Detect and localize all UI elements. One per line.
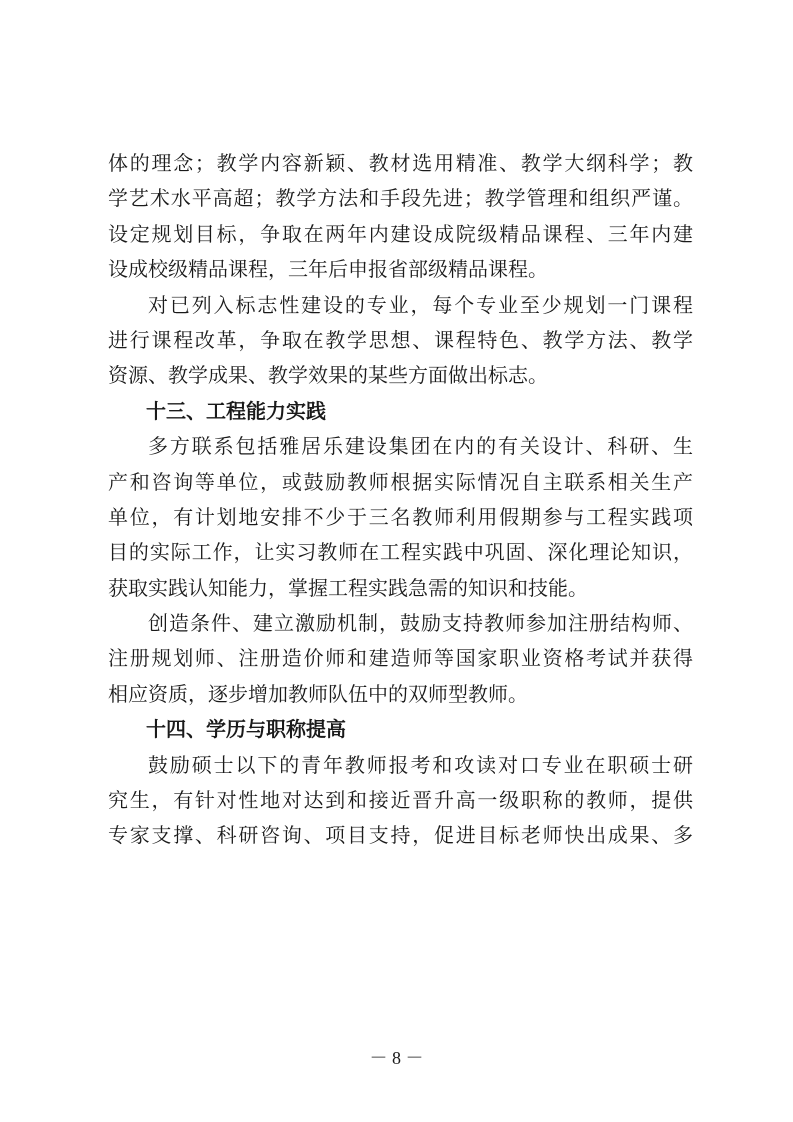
text-line: 鼓励硕士以下的青年教师报考和攻读对口专业在职硕士研: [148, 752, 693, 777]
page-number: － 8 －: [369, 1048, 424, 1068]
text-line: 单位，有计划地安排不少于三名教师利用假期参与工程实践项: [108, 504, 693, 529]
text-line: 相应资质，逐步增加教师队伍中的双师型教师。: [108, 681, 528, 706]
text-line: 进行课程改革，争取在教学思想、课程特色、教学方法、教学: [108, 327, 693, 352]
text-line: 对已列入标志性建设的专业，每个专业至少规划一门课程: [148, 292, 693, 317]
body-text: [108, 146, 693, 854]
text-line: 多方联系包括雅居乐建设集团在内的有关设计、科研、生: [148, 434, 693, 459]
text-line: 产和咨询等单位，或鼓励教师根据实际情况自主联系相关生产: [108, 469, 693, 494]
text-line: 体的理念；教学内容新颖、教材选用精准、教学大纲科学；教: [108, 151, 693, 175]
text-line: 目的实际工作，让实习教师在工程实践中巩固、深化理论知识，: [108, 540, 693, 565]
text-line: 学艺术水平高超；教学方法和手段先进；教学管理和组织严谨。: [108, 186, 693, 211]
text-line: 设定规划目标，争取在两年内建设成院级精品课程、三年内建: [108, 221, 693, 246]
text-line: 专家支撑、科研咨询、项目支持，促进目标老师快出成果、多: [108, 823, 693, 848]
section-heading: 十四、学历与职称提高: [146, 717, 346, 742]
text-line: 设成校级精品课程，三年后申报省部级精品课程。: [108, 257, 548, 282]
text-line: 创造条件、建立激励机制，鼓励支持教师参加注册结构师、: [148, 611, 693, 636]
section-heading: 十三、工程能力实践: [146, 398, 326, 423]
text-line: 资源、教学成果、教学效果的某些方面做出标志。: [108, 363, 548, 388]
text-line: 获取实践认知能力，掌握工程实践急需的知识和技能。: [108, 575, 588, 600]
text-line: 究生，有针对性地对达到和接近晋升高一级职称的教师，提供: [108, 788, 693, 813]
text-line: 注册规划师、注册造价师和建造师等国家职业资格考试并获得: [108, 646, 693, 671]
